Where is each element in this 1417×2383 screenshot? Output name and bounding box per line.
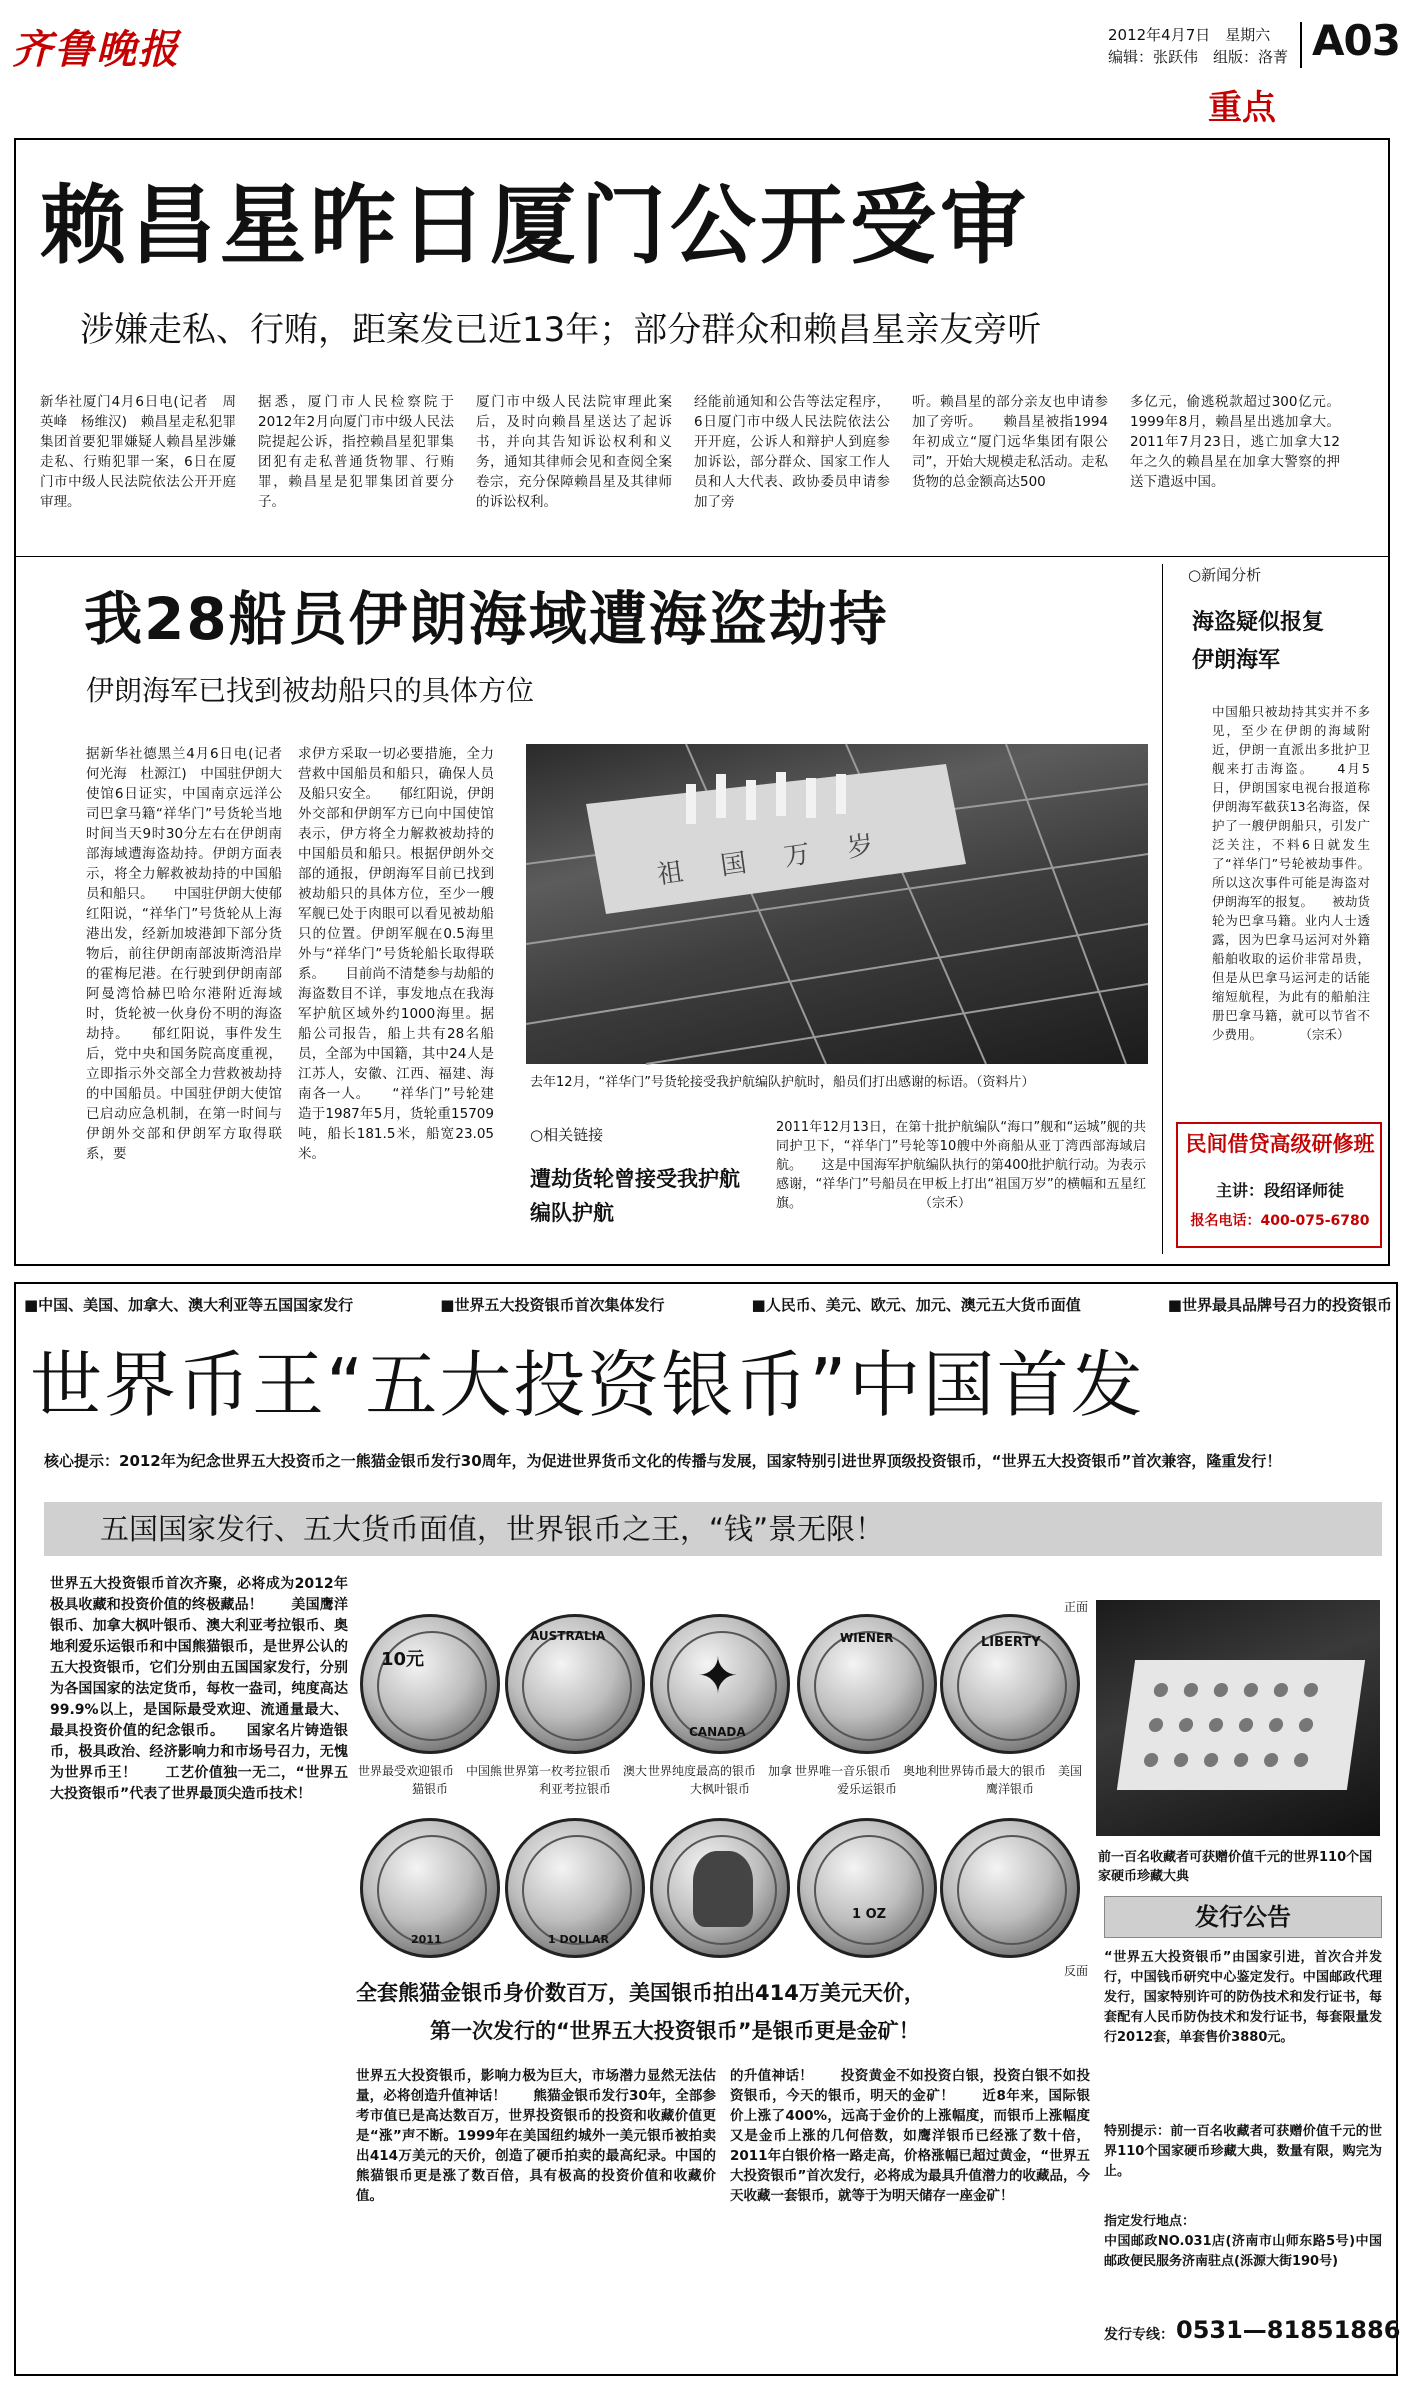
ship-deck-photo <box>526 744 1148 1064</box>
coin-caption: 世界唯一音乐银币 奥地利爱乐运银币 <box>794 1764 939 1796</box>
story1-headline: 赖昌星昨日厦门公开受审 <box>40 176 1030 276</box>
collection-album <box>1117 1660 1365 1790</box>
notice-special: 特别提示：前一百名收藏者可获赠价值千元的世界110个国家硬币珍藏大典，数量有限，购完为止。 <box>1104 2124 1382 2179</box>
seminar-ad-phone: 报名电话：400-075-6780 <box>1190 1213 1370 1229</box>
ad-banner-item: ■世界最具品牌号召力的投资银币 <box>1167 1295 1392 1314</box>
coin-caption: 世界铸币最大的银币 美国鹰洋银币 <box>937 1764 1082 1796</box>
maple-leaf-icon: ✦ <box>697 1647 739 1705</box>
story1-col-6: 多亿元，偷逃税款超过300亿元。1999年8月，赖昌星出逃加拿大。2011年7月23日，逃亡加拿大12年之久的赖昌星在加拿大警察的押送下遣返中国。 <box>1130 394 1340 490</box>
sidebar-divider <box>1162 564 1163 1254</box>
collection-caption: 前一百名收藏者可获赠价值千元的世界110个国家硬币珍藏大典 <box>1098 1850 1373 1884</box>
date-line: 2012年4月7日 星期六 <box>1108 26 1271 44</box>
ad-banner-item: ■世界五大投资银币首次集体发行 <box>440 1295 665 1314</box>
ad-banner-item: ■人民币、美元、欧元、加元、澳元五大货币面值 <box>751 1295 1081 1314</box>
paper-logo: 齐鲁晚报 <box>12 26 180 73</box>
koala-coin-mark: AUSTRALIA <box>530 1629 606 1643</box>
story1-subhead: 涉嫌走私、行贿，距案发已近13年；部分群众和赖昌星亲友旁听 <box>80 310 1042 350</box>
editor-line: 编辑：张跃伟 组版：洛菁 <box>1108 48 1289 66</box>
koala-coin-reverse <box>505 1818 645 1958</box>
coin-collection-photo <box>1096 1600 1380 1836</box>
story1-col-3: 厦门市中级人民法院审理此案后，及时向赖昌星送达了起诉书，并向其告知诉讼权利和义务，通知其律师会见和查阅全案卷宗，充分保障赖昌星及其律师的诉讼权利。 <box>476 394 672 510</box>
masthead-divider <box>1300 22 1302 68</box>
notice-body: “世界五大投资银币”由国家引进，首次合并发行，中国钱币研究中心鉴定发行。中国邮政代理发行，国家特别许可的防伪技术和发行证书，每套配有人民币防伪技术和发行证书，每套限量发行2012套，单套售价3880元。 <box>1104 1950 1382 2045</box>
analysis-title: 海盗疑似报复伊朗海军 <box>1192 610 1325 673</box>
photo-caption: 去年12月，“祥华门”号货轮接受我护航编队护航时，船员们打出感谢的标语。（资料片） <box>530 1075 1035 1090</box>
photo-banner-text: 祖 国 万 岁 <box>655 829 882 891</box>
story2-col-2: 求伊方采取一切必要措施，全力营救中国船员和船只，确保人员及船只安全。 郁红阳说，伊朗外交部和伊朗军方已向中国使馆表示，伊方将全力解救被劫持的中国船员和船只。根据伊朗外交部的通报，伊朗海军目前已找到被劫船只的具体方位，至少一艘军舰已处于肉眼可以看见被劫船只的位置。伊朗军舰在0.5海里外与“祥华门”号货轮船长取得联系。 目前尚不清楚参与劫船的海盗数目不详，事发地点在我海军护航区域外约1000海里。据船公司报告，船上共有28名船员，全部为中国籍，其中24人是江苏人，安徽、江西、福建、海南各一人。 “祥华门”号轮建造于1987年5月，货轮重15709吨，船长181.5米，船宽23.05米。 <box>298 746 494 1162</box>
mid-headline-2: 第一次发行的“世界五大投资银币”是银币更是金矿！ <box>430 2019 920 2043</box>
related-link-label: ○相关链接 <box>530 1126 604 1144</box>
core-tip: 核心提示：2012年为纪念世界五大投资币之一熊猫金银币发行30周年，为促进世界货币文化的传播与发展，国家特别引进世界顶级投资银币，“世界五大投资银币”首次兼容，隆重发行！ <box>44 1452 1282 1470</box>
coin-caption: 世界纯度最高的银币 加拿大枫叶银币 <box>647 1764 792 1796</box>
story1-col-5: 听。赖昌星的部分亲友也申请参加了旁听。 赖昌星被指1994年初成立“厦门远华集团有限公司”，开始大规模走私活动。走私货物的总金额高达500 <box>912 394 1108 490</box>
ad-slogan: 五国国家发行、五大货币面值，世界银币之王，“钱”景无限！ <box>100 1512 885 1546</box>
mid-col-2: 的升值神话！ 投资黄金不如投资白银，投资白银不如投资银币，今天的银币，明天的金矿！ 近8年来，国际银价上涨了400%，远高于金价的上涨幅度，而银币上涨幅度又是金币上涨的几何倍数，如鹰洋银币已经涨了数十倍，2011年白银价格一路走高，价格涨幅已超过黄金，“世界五大投资银币”首次发行，必将成为最具升值潜力的收藏品，今天收藏一套银币，就等于为明天储存一座金矿！ <box>730 2068 1090 2204</box>
maple-coin-reverse <box>650 1818 790 1958</box>
panda-coin-mark: 10元 <box>381 1649 425 1670</box>
philharmonic-coin <box>797 1614 937 1754</box>
coin-caption: 世界最受欢迎银币 中国熊猫银币 <box>357 1764 502 1796</box>
philharmonic-coin-mark: WIENER <box>840 1631 894 1645</box>
analysis-body: 中国船只被劫持其实并不多见，至少在伊朗的海域附近，伊朗一直派出多批护卫舰来打击海盗。 4月5日，伊朗国家电视台报道称伊朗海军截获13名海盗，保护了一艘伊朗船只，引发广泛关注，不料6日就发生了“祥华门”号轮被劫事件。所以这次事件可能是海盗对伊朗海军的报复。 被劫货轮为巴拿马籍。业内人士透露，因为巴拿马运河对外籍船舶收取的运价非常昂贵，但是从巴拿马运河走的话能缩短航程，为此有的船舶注册巴拿马籍，就可以节省不少费用。 （宗禾） <box>1212 704 1370 1042</box>
story2-col-1: 据新华社德黑兰4月6日电(记者 何光海 杜源江) 中国驻伊朗大使馆6日证实，中国南京远洋公司巴拿马籍“祥华门”号货轮当地时间当天9时30分左右在伊朗南部海域遭海盗劫持。伊朗方面表示，将全力解救被劫持的中国船员和船只。 中国驻伊朗大使郁红阳说，“祥华门”号货轮从上海港出发，经新加坡港卸下部分货物后，前往伊朗南部波斯湾沿岸的霍梅尼港。在行驶到伊朗南部阿曼湾恰赫巴哈尔港附近海域时，货轮被一伙身份不明的海盗劫持。 郁红阳说，事件发生后，党中央和国务院高度重视，立即指示外交部全力营救被劫持的中国船员。中国驻伊朗大使馆已启动应急机制，在第一时间与伊朗外交部和伊朗军方取得联系，要 <box>86 746 296 1162</box>
page-number: A03 <box>1312 16 1400 65</box>
maple-coin-mark: CANADA <box>689 1725 746 1739</box>
related-link-title: 遭劫货轮曾接受我护航编队护航 <box>530 1167 740 1225</box>
notice-title: 发行公告 <box>1195 1903 1291 1931</box>
story-divider <box>14 556 1390 557</box>
eagle-coin-mark: LIBERTY <box>981 1635 1041 1650</box>
phone-number: 0531—81851886 <box>1176 2316 1401 2344</box>
koala-reverse-mark: 1 DOLLAR <box>548 1933 609 1946</box>
related-link-body: 2011年12月13日，在第十批护航编队“海口”舰和“运城”舰的共同护卫下，“祥华门”号轮等10艘中外商船从亚丁湾西部海域启航。 这是中国海军护航编队执行的第400批护航行动。为表示感谢，“祥华门”号船员在甲板上打出“祖国万岁”的横幅和五星红旗。 （宗禾） <box>776 1120 1146 1211</box>
panda-reverse-mark: 2011 <box>411 1933 442 1946</box>
phone-label: 发行专线： <box>1104 2327 1174 2343</box>
coin-ad-headline: 世界币王“五大投资银币”中国首发 <box>30 1343 1145 1427</box>
eagle-coin-reverse <box>940 1818 1080 1958</box>
portrait-icon <box>693 1851 753 1927</box>
back-label: 反面 <box>1064 1964 1089 1978</box>
story2-headline: 我28船员伊朗海域遭海盗劫持 <box>84 585 889 653</box>
mid-col-1: 世界五大投资银币，影响力极为巨大，市场潜力显然无法估量，必将创造升值神话！ 熊猫金银币发行30年，全部参考市值已是高达数百万，世界投资银币的投资和收藏价值更是“涨”声不断。1999年在美国纽约城外一美元银币被拍卖出414万美元的天价，创造了硬币拍卖的最高纪录。中国的熊猫银币更是涨了数百倍，具有极高的投资价值和收藏价值。 <box>356 2068 716 2204</box>
panda-coin-reverse <box>360 1818 500 1958</box>
address-label: 指定发行地点： <box>1104 2214 1196 2229</box>
eagle-coin <box>940 1614 1080 1754</box>
coin-caption: 世界第一枚考拉银币 澳大利亚考拉银币 <box>502 1764 647 1796</box>
seminar-ad-title: 民间借贷高级研修班 <box>1185 1132 1375 1156</box>
koala-coin <box>505 1614 645 1754</box>
address: 中国邮政NO.031店(济南市山师东路5号)中国邮政便民服务济南驻点(泺源大街190号) <box>1104 2234 1382 2269</box>
analysis-label: ○新闻分析 <box>1188 566 1262 584</box>
story2-subhead: 伊朗海军已找到被劫船只的具体方位 <box>86 674 535 707</box>
front-label: 正面 <box>1064 1600 1089 1614</box>
section-label: 重点 <box>1208 88 1276 128</box>
coin-ad-left-col: 世界五大投资银币首次齐聚，必将成为2012年极具收藏和投资价值的终极藏品！ 美国鹰洋银币、加拿大枫叶银币、澳大利亚考拉银币、奥地利爱乐运银币和中国熊猫银币，是世界公认的五大投资银币，它们分别由五国国家发行，分别为各国国家的法定货币，每枚一盎司，纯度高达99.9%以上，是国际最受欢迎、流通量最大、最具投资价值的纪念银币。 国家名片铸造银币，极具政治、经济影响力和市场号召力，无愧为世界币王！ 工艺价值独一无二，“世界五大投资银币”代表了世界最顶尖造币技术！ <box>50 1576 348 1802</box>
mid-headline-1: 全套熊猫金银币身价数百万，美国银币拍出414万美元天价， <box>356 1981 925 2005</box>
ad-banner-item: ■中国、美国、加拿大、澳大利亚等五国国家发行 <box>24 1295 354 1314</box>
panda-coin <box>360 1614 500 1754</box>
philharmonic-reverse-mark: 1 OZ <box>852 1907 887 1922</box>
story1-col-2: 据悉，厦门市人民检察院于2012年2月向厦门市中级人民法院提起公诉，指控赖昌星犯罪集团犯有走私普通货物罪、行贿罪，赖昌星是犯罪集团首要分子。 <box>258 394 454 510</box>
philharmonic-coin-reverse <box>797 1818 937 1958</box>
story1-col-1: 新华社厦门4月6日电(记者 周英峰 杨维汉) 赖昌星走私犯罪集团首要犯罪嫌疑人赖昌星涉嫌走私、行贿犯罪一案，6日在厦门市中级人民法院依法公开开庭审理。 <box>40 394 236 510</box>
story1-col-4: 经能前通知和公告等法定程序，6日厦门市中级人民法院依法公开开庭，公诉人和辩护人到庭参加诉讼，部分群众、国家工作人员和人大代表、政协委员申请参加了旁 <box>694 394 890 510</box>
seminar-ad-speaker: 主讲：段绍译师徒 <box>1215 1181 1344 1200</box>
maple-coin <box>650 1614 790 1754</box>
ad-banner <box>24 1290 1392 1318</box>
